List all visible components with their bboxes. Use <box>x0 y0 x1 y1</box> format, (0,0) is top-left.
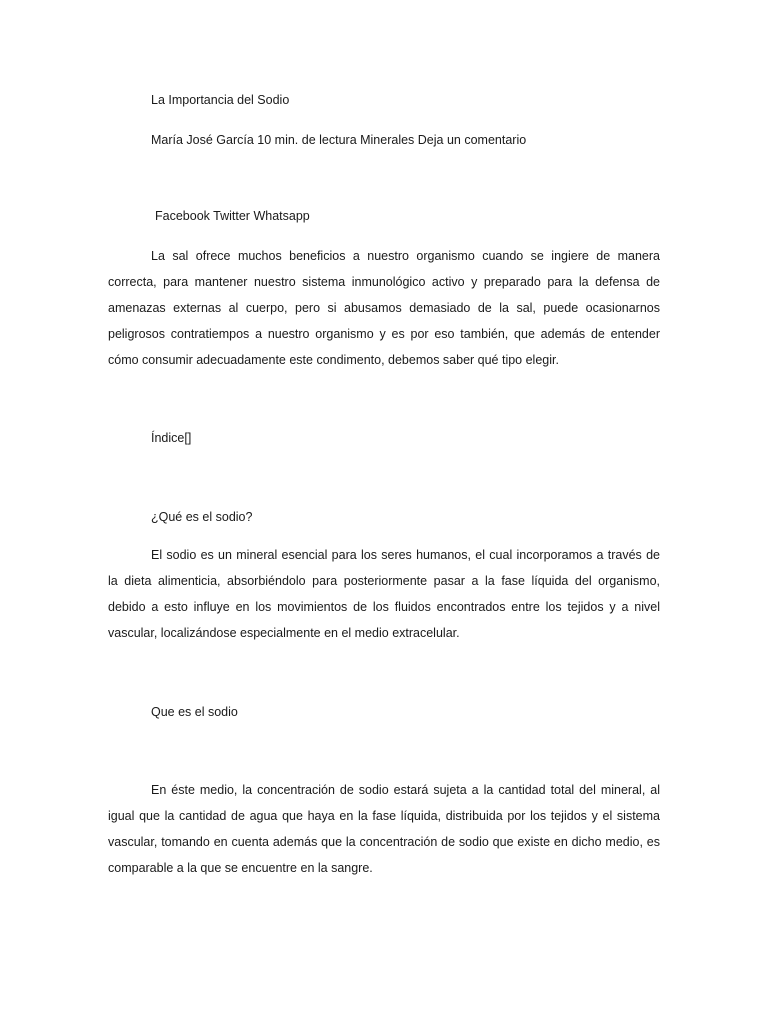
twitter-share-link[interactable]: Twitter <box>213 209 250 223</box>
section1-paragraph: El sodio es un mineral esencial para los seres humanos, el cual incorporamos a través de la dieta alimenticia, absorbiéndolo para posteriormente pasar a la fase líquida del organismo, debido a esto influye en los movimientos de los fluidos encontrados entre los tejidos y a nivel vascular, localizándose especialmente en el medio extracelular. <box>108 548 660 640</box>
social-share-links <box>155 208 310 224</box>
article-title: La Importancia del Sodio <box>151 93 290 107</box>
article-byline: María José García 10 min. de lectura Minerales Deja un comentario <box>151 133 527 147</box>
section-heading-que-es-el-sodio: ¿Qué es el sodio? <box>151 510 253 524</box>
whatsapp-share-link[interactable]: Whatsapp <box>253 209 310 223</box>
section2-paragraph: En éste medio, la concentración de sodio estará sujeta a la cantidad total del mineral, al igual que la cantidad de agua que haya en la fase líquida, distribuida por los tejidos y el sistema vascular, tomando en cuenta además que la concentración de sodio que existe en dicho medio, es comparable a la que se encuentre en la sangre. <box>108 783 660 875</box>
image-caption: Que es el sodio <box>151 705 238 719</box>
intro-paragraph: La sal ofrece muchos beneficios a nuestro organismo cuando se ingiere de manera correcta, para mantener nuestro sistema inmunológico activo y preparado para la defensa de amenazas externas al cuerpo, pero si abusamos demasiado de la sal, puede ocasionarnos peligrosos contratiempos a nuestro organismo y es por eso también, que además de entender cómo consumir adecuadamente este condimento, debemos saber qué tipo elegir. <box>108 249 660 367</box>
facebook-share-link[interactable]: Facebook <box>155 209 210 223</box>
table-of-contents-toggle[interactable]: Índice[] <box>151 431 192 445</box>
